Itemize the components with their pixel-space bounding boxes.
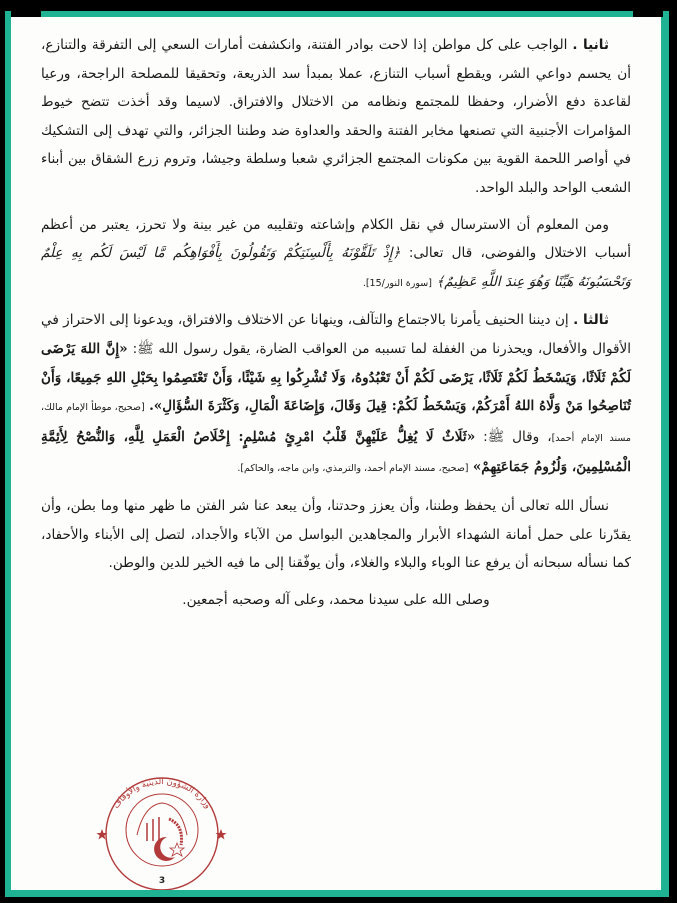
paragraph-quran-citation — [41, 211, 631, 299]
section-lead: ثالثا . — [573, 312, 609, 329]
official-stamp — [89, 775, 235, 890]
paragraph-text: ، وقال ﷺ: — [483, 428, 552, 445]
paragraph-text: الواجب على كل مواطن إذا لاحت بوادر الفتنة، وانكشفت أمارات السعي إلى التفرقة والتنازع، أن يحسم دواعي الشر، ويقطع أسباب التنازع، عملا بمبدأ سد الذريعة، وتحقيقا للمصلحة الراجحة، ورعيا لقاعدة دفع الأضرار، وحفظا للمجتمع ونظامه من الاختلال والافتراق. لاسيما وقد أخذت تتضح خيوط المؤامرات الأجنبية التي تصنعها مخابر الفتنة والحقد والعداوة ضد وطننا الجزائر، والتي تهدف إلى التشكيك في أواصر اللحمة القوية بين مكونات المجتمع الجزائري شعبا وسلطة وجيشا، وتروم زرع الشقاق بين أبناء الشعب الواحد والبلد الواحد. — [41, 37, 631, 196]
document-page — [11, 17, 661, 890]
closing-line: وصلى الله على سيدنا محمد، وعلى آله وصحبه أجمعين. — [182, 591, 490, 608]
hadith-reference: [صحيح، موطأ الإمام مالك، مسند الإمام أحمد] — [41, 402, 631, 444]
paragraph-text: ومن المعلوم أن الاسترسال في نقل الكلام وإشاعته وتقليبه من غير بينة ولا تحرز، يعتبر من أعظم أسباب الاختلال والفوضى، قال تعالى: — [41, 216, 631, 262]
verse-reference: [سورة النور/15]. — [362, 277, 432, 289]
stamp-ring-text: وزارة الشؤون الدينية والأوقاف — [111, 776, 213, 811]
paragraph-third-point — [41, 306, 631, 484]
hadith-quote: «إِنَّ اللهَ يَرْضَى لَكُمْ ثَلَاثًا، وَيَسْخَطُ لَكُمْ ثَلَاثًا، يَرْضَى لَكُمْ أَنْ تَعْبُدُوهُ، وَلَا تُشْرِكُوا بِهِ شَيْئًا، وَأَنْ تَعْتَصِمُوا بِحَبْلِ اللهِ جَمِيعًا، وَأَنْ تُنَاصِحُوا مَنْ وَلَّاهُ اللهُ أَمْرَكُمْ، وَيَسْخَطُ لَكُمْ: قِيلَ وَقَالَ، وَإِضَاعَةَ الْمَالِ، وَكَثْرَةَ السُّؤَالِ». — [41, 340, 631, 415]
page-number: 3 — [158, 876, 166, 886]
stamp-emblem-building — [147, 817, 159, 841]
hadith-quote: «ثَلَاثٌ لَا يُغِلُّ عَلَيْهِنَّ قَلْبُ امْرِئٍ مُسْلِمٍ: إِخْلَاصُ الْعَمَلِ لِلَّهِ، وَالنُّصْحُ لِأَئِمَّةِ الْمُسْلِمِينَ، وَلُزُومُ جَمَاعَتِهِمْ» — [41, 428, 631, 476]
paragraph-text: نسأل الله تعالى أن يحفظ وطننا، وأن يعزز وحدتنا، وأن يبعد عنا شر الفتن ما ظهر منها وما بطن، وأن يقدّرنا على حمل أمانة الشهداء الأبرار والمجاهدين البواسل من الآباء والأجداد، لتصل إلى الأبناء والأحفاد، كما نسأله سبحانه أن يرفع عنا الوباء والبلاء والغلاء، وأن يوفّقنا إلى ما فيه الخير للدين والوطن. — [41, 497, 631, 572]
star-icon — [216, 829, 227, 840]
hadith-reference: [صحيح، مسند الإمام أحمد، والترمذي، وابن ماجه، والحاكم]. — [237, 463, 469, 475]
paragraph-supplication — [41, 492, 631, 578]
stamp-seal-icon — [89, 775, 235, 890]
paragraph-second-point — [41, 31, 631, 203]
quran-verse: ﴿إِذْ تَلَقَّوْنَهُ بِأَلْسِنَتِكُمْ وَتَقُولُونَ بِأَفْوَاهِكُم مَّا لَيْسَ لَكُم بِهِ عِلْمٌ وَتَحْسَبُونَهُ هَيِّنًا وَهُوَ عِندَ اللَّهِ عَظِيمٌ﴾ — [41, 245, 631, 290]
paragraph-text: إن ديننا الحنيف يأمرنا بالاجتماع والتآلف، وينهانا عن الاختلاف والافتراق، ويدعونا إلى الاحتراز في الأقوال والأفعال، ويحذرنا من الغفلة لما تسببه من العواقب الضارة، يقول رسول الله ﷺ: — [41, 312, 631, 357]
stamp-emblem-wheat — [169, 819, 182, 845]
document-body — [41, 31, 631, 622]
section-lead: ثانيا . — [572, 37, 609, 53]
